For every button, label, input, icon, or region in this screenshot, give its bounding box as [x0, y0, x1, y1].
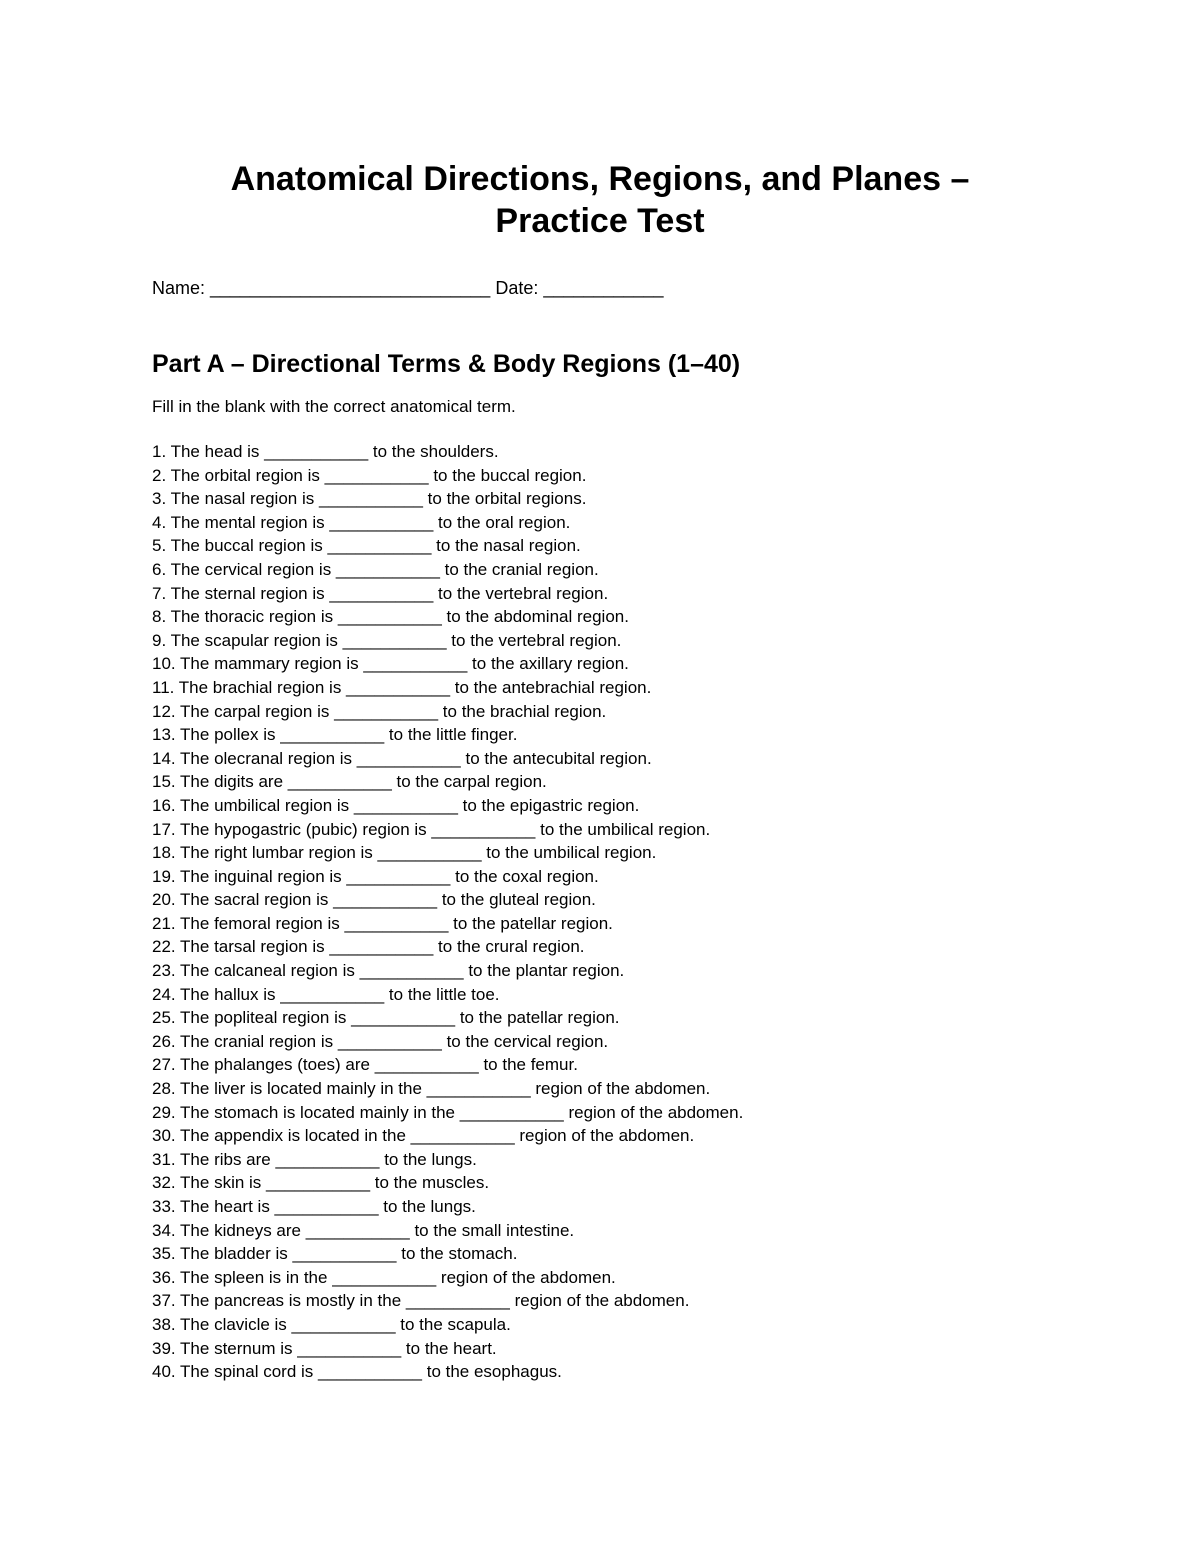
question-item: 33. The heart is ___________ to the lungs.: [152, 1197, 476, 1216]
question-item: 14. The olecranal region is ___________ to the antecubital region.: [152, 748, 652, 768]
question-item: 29. The stomach is located mainly in the ___________ region of the abdomen.: [152, 1102, 744, 1122]
question-item: 35. The bladder is ___________ to the stomach.: [152, 1244, 518, 1264]
question-item: 12. The carpal region is ___________ to the brachial region.: [152, 701, 607, 721]
question-list: [152, 440, 743, 1384]
question-item: 6. The cervical region is ___________ to the cranial region.: [152, 559, 599, 579]
question-item: 2. The orbital region is ___________ to the buccal region.: [152, 465, 587, 485]
question-item: 16. The umbilical region is ___________ to the epigastric region.: [152, 795, 640, 815]
question-item: 34. The kidneys are ___________ to the small intestine.: [152, 1220, 575, 1240]
question-item: 22. The tarsal region is ___________ to the crural region.: [152, 937, 585, 957]
question-item: 24. The hallux is ___________ to the little toe.: [152, 984, 500, 1004]
question-item: 37. The pancreas is mostly in the ___________ region of the abdomen.: [152, 1291, 690, 1311]
question-item: 25. The popliteal region is ___________ to the patellar region.: [152, 1008, 620, 1028]
name-date-line: Name: ____________________________ Date: ____________: [152, 278, 664, 298]
question-item: 1. The head is ___________ to the shoulders.: [152, 442, 499, 461]
question-item: 3. The nasal region is ___________ to the orbital regions.: [152, 489, 587, 509]
question-item: 36. The spleen is in the ___________ region of the abdomen.: [152, 1267, 616, 1287]
question-item: 9. The scapular region is ___________ to the vertebral region.: [152, 630, 622, 650]
question-item: 7. The sternal region is ___________ to the vertebral region.: [152, 583, 609, 603]
question-item: 38. The clavicle is ___________ to the scapula.: [152, 1314, 511, 1334]
question-item: 11. The brachial region is ___________ to the antebrachial region.: [152, 677, 652, 697]
page-title-line-1: Anatomical Directions, Regions, and Planes –: [230, 160, 970, 198]
question-item: 32. The skin is ___________ to the muscles.: [152, 1173, 490, 1193]
question-item: 28. The liver is located mainly in the ___________ region of the abdomen.: [152, 1079, 711, 1099]
question-item: 13. The pollex is ___________ to the little finger.: [152, 725, 518, 745]
question-item: 31. The ribs are ___________ to the lungs.: [152, 1149, 477, 1169]
question-item: 5. The buccal region is ___________ to the nasal region.: [152, 536, 581, 556]
part-a-instructions: Fill in the blank with the correct anatomical term.: [152, 397, 516, 416]
question-item: 17. The hypogastric (pubic) region is ___________ to the umbilical region.: [152, 819, 711, 839]
question-item: 20. The sacral region is ___________ to the gluteal region.: [152, 890, 596, 910]
question-item: 8. The thoracic region is ___________ to the abdominal region.: [152, 607, 629, 627]
question-item: 23. The calcaneal region is ___________ to the plantar region.: [152, 961, 625, 981]
question-item: 10. The mammary region is ___________ to the axillary region.: [152, 654, 629, 674]
question-item: 18. The right lumbar region is ___________ to the umbilical region.: [152, 843, 657, 863]
question-item: 27. The phalanges (toes) are ___________ to the femur.: [152, 1055, 578, 1075]
page-title-line-2: Practice Test: [495, 202, 705, 240]
question-item: 26. The cranial region is ___________ to the cervical region.: [152, 1031, 609, 1051]
part-a-heading: Part A – Directional Terms & Body Regions (1–40): [152, 350, 741, 378]
question-item: 39. The sternum is ___________ to the heart.: [152, 1338, 497, 1358]
question-item: 19. The inguinal region is ___________ to the coxal region.: [152, 866, 599, 886]
question-item: 4. The mental region is ___________ to the oral region.: [152, 512, 571, 532]
page-title: [0, 158, 1200, 242]
question-item: 21. The femoral region is ___________ to the patellar region.: [152, 913, 613, 933]
question-item: 40. The spinal cord is ___________ to the esophagus.: [152, 1362, 562, 1382]
question-item: 15. The digits are ___________ to the carpal region.: [152, 772, 547, 792]
question-item: 30. The appendix is located in the ___________ region of the abdomen.: [152, 1126, 695, 1146]
